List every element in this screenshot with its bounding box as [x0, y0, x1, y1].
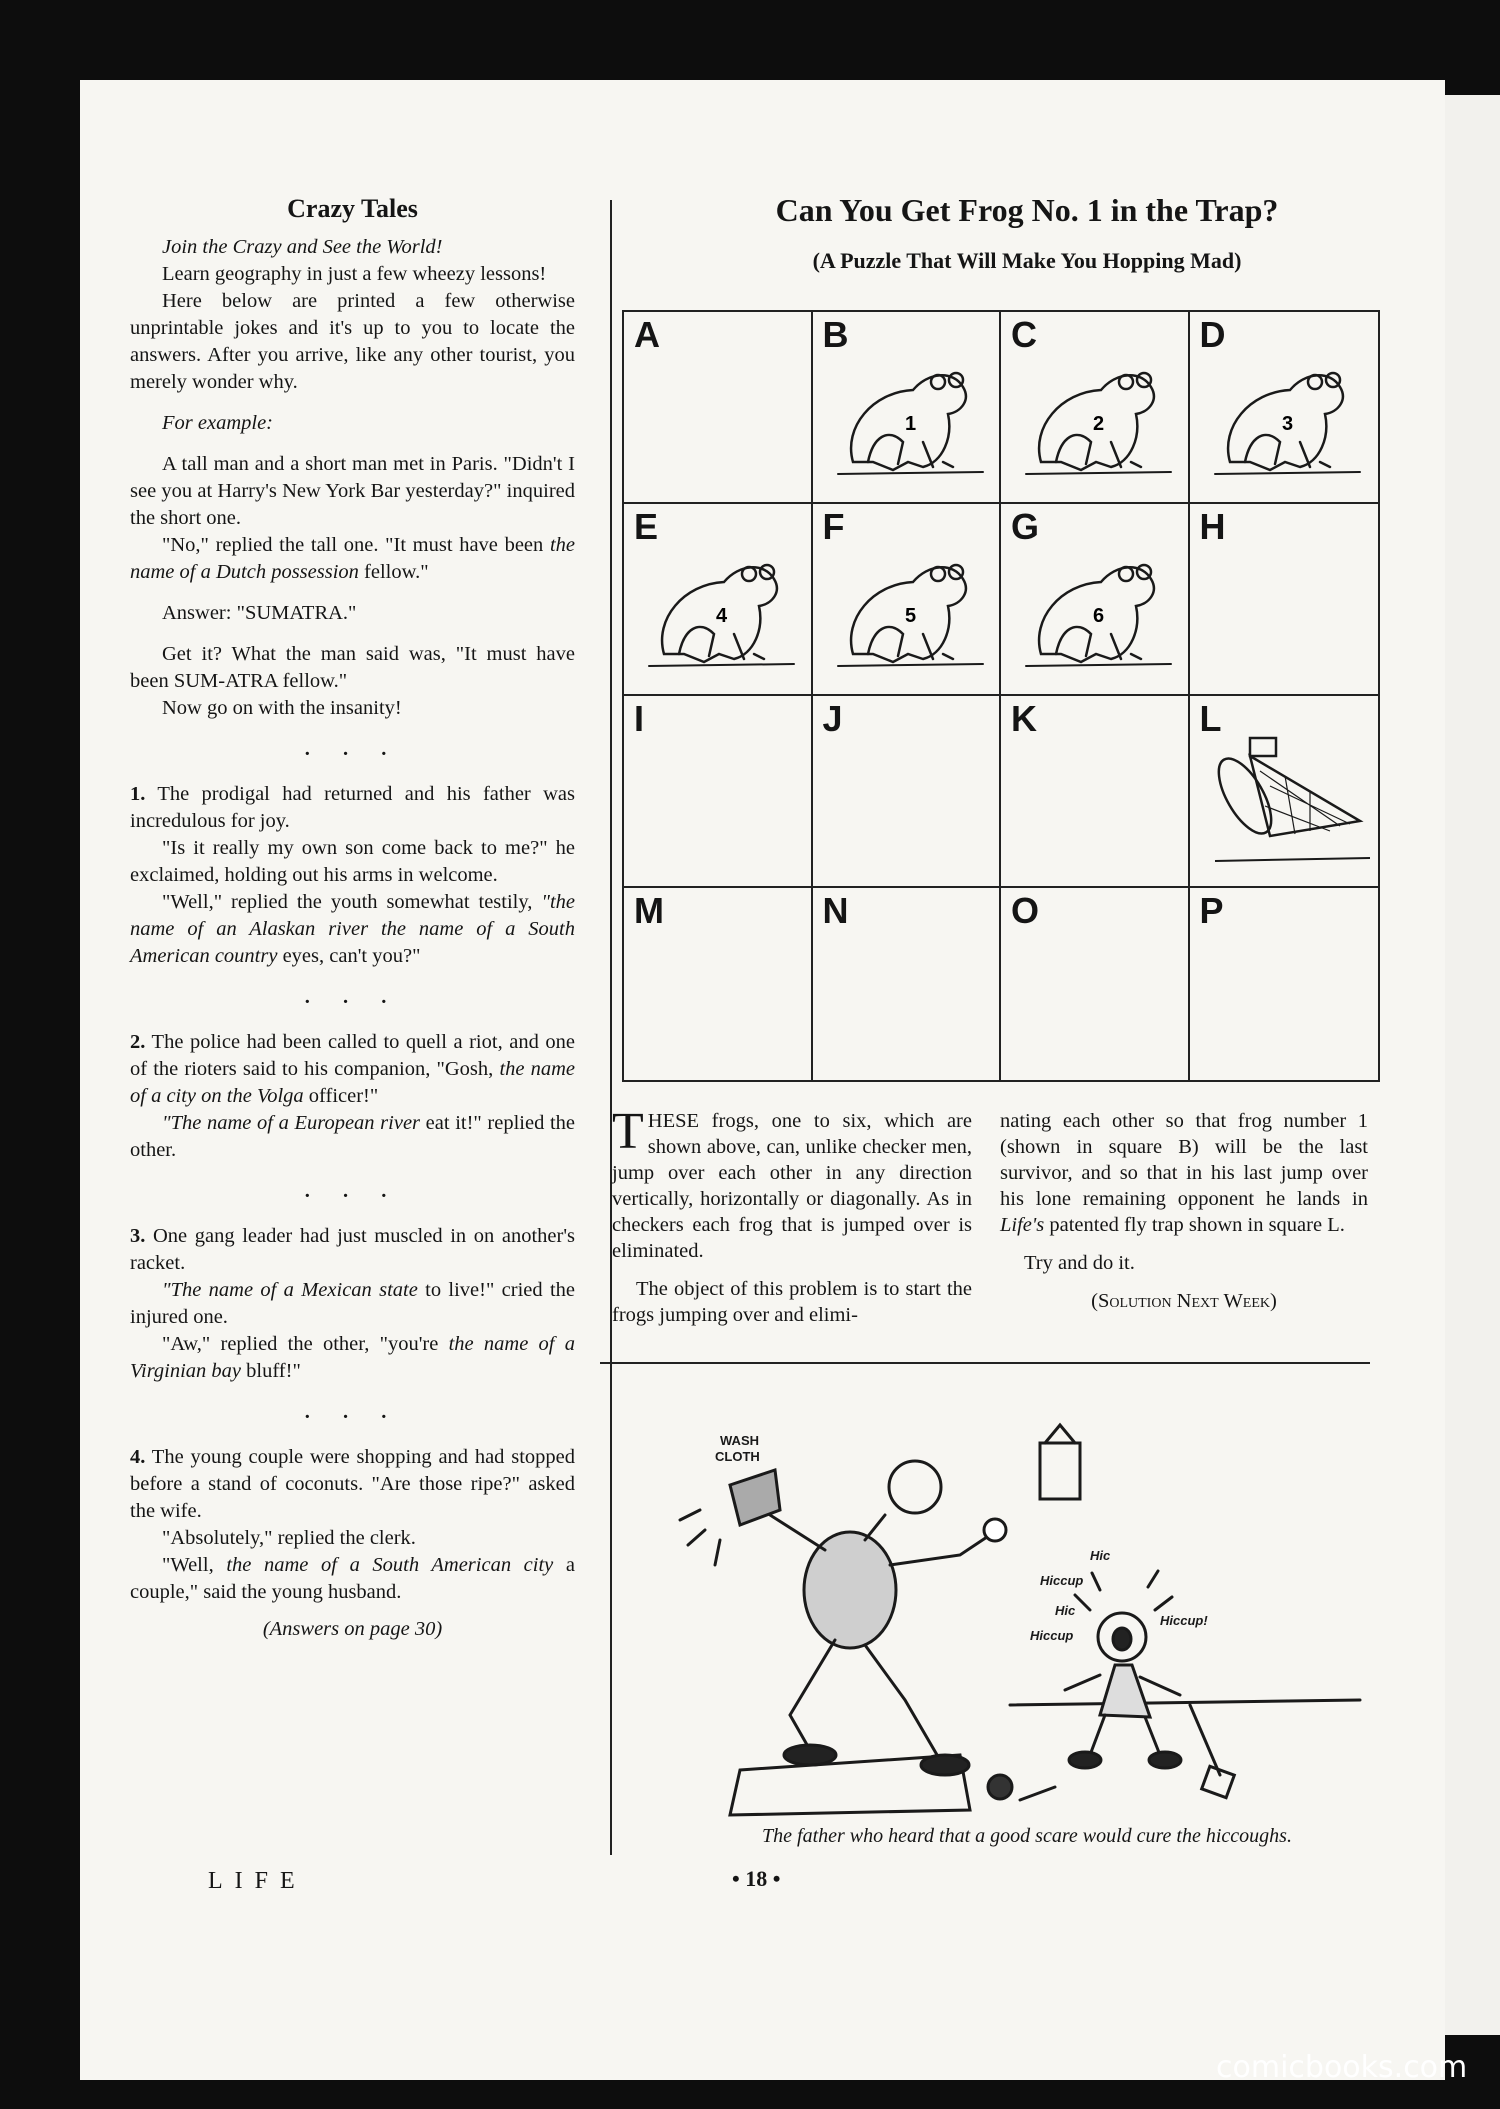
grid-square — [624, 312, 813, 504]
frog-drawing — [624, 504, 813, 696]
joke-1: 1. The prodigal had returned and his father was incredulous for joy. — [130, 783, 575, 832]
father-leg-back — [790, 1640, 835, 1750]
joke-3-line: "The name of a Mexican state to live!" cried the injured one. — [130, 1279, 575, 1328]
example-answer: Answer: "SUMATRA." — [162, 602, 357, 624]
grid-square — [1190, 888, 1379, 1080]
square-letter: H — [1199, 506, 1226, 547]
grid-square — [1190, 312, 1379, 504]
example-explanation: Get it? What the man said was, "It must have been SUM-ATRA fellow." — [130, 643, 575, 692]
magazine-name: LIFE — [208, 1868, 307, 1894]
boy-mouth — [1113, 1628, 1131, 1650]
square-letter: N — [822, 890, 849, 931]
page-number: • 18 • — [732, 1866, 781, 1891]
ball — [988, 1775, 1012, 1799]
puzzle-grid — [622, 310, 1380, 1082]
solution-note: (Solution Next Week) — [1091, 1290, 1277, 1312]
square-letter: I — [634, 698, 645, 739]
frog-drawing — [1001, 312, 1190, 504]
hiccup-word: Hiccup — [1030, 1628, 1074, 1643]
grid-square — [813, 312, 1002, 504]
joke-1-line: "Is it really my own son come back to me?" he exclaimed, holding out his arms in welcome. — [130, 837, 575, 886]
watermark: comicbooks.com — [1216, 2050, 1468, 2085]
father-leg-front — [865, 1645, 940, 1760]
string — [1190, 1705, 1220, 1775]
frog-number: 3 — [1281, 413, 1293, 435]
for-example: For example: — [162, 412, 273, 434]
grid-square — [1190, 696, 1379, 888]
square-letter: M — [634, 890, 664, 931]
father-torso — [804, 1532, 896, 1648]
grid-square — [1190, 504, 1379, 696]
label-cloth: CLOTH — [715, 1449, 760, 1464]
puzzle-text-col-1 — [612, 1103, 972, 1328]
puzzle-goal: nating each other so that frog number 1 (shown in square B) will be the last survivor, and so that in his last jump over his lone remaining opponent he lands in Life's patented fly trap shown in square L. — [1000, 1110, 1368, 1236]
joke-4-line: "Well, the name of a South American city a couple," said the young husband. — [130, 1554, 576, 1603]
square-letter: E — [634, 506, 659, 547]
example-reply: "No," replied the tall one. "It must have been the name of a Dutch possession fellow." — [130, 534, 575, 583]
square-letter: A — [634, 314, 660, 355]
grid-square — [1001, 888, 1190, 1080]
frog-number: 2 — [1093, 413, 1105, 435]
puzzle-title: Can You Get Frog No. 1 in the Trap? — [775, 192, 1279, 228]
wall-picture — [1040, 1443, 1080, 1499]
fly-trap-net-icon — [1190, 696, 1379, 888]
frog-number: 1 — [904, 413, 916, 435]
father-head — [889, 1461, 941, 1513]
frog-number: 6 — [1093, 605, 1105, 627]
square-letter: F — [822, 506, 845, 547]
grid-square — [624, 504, 813, 696]
picture-hook — [1045, 1425, 1075, 1443]
square-letter: G — [1011, 506, 1040, 547]
boy-body — [1100, 1665, 1150, 1717]
separator-dots: . . . — [304, 1180, 401, 1202]
puzzle-object: The object of this problem is to start the frogs jumping over and elimi- — [612, 1278, 972, 1326]
puzzle-subtitle: (A Puzzle That Will Make You Hopping Mad) — [812, 248, 1242, 273]
try-it: Try and do it. — [1024, 1252, 1135, 1274]
label-wash: WASH — [720, 1433, 759, 1448]
separator-dots: . . . — [304, 1401, 401, 1423]
grid-square — [813, 504, 1002, 696]
joke-2: 2. The police had been called to quell a riot, and one of the rioters said to his companion, "Gosh, the name of a city on the Volga officer!" — [130, 1031, 576, 1107]
joke-3: 3. One gang leader had just muscled in on another's racket. — [130, 1225, 575, 1274]
joke-3-line: "Aw," replied the other, "you're the name of a Virginian bay bluff!" — [130, 1333, 575, 1382]
square-letter: D — [1199, 314, 1226, 355]
grid-square — [1001, 504, 1190, 696]
grid-square — [624, 888, 813, 1080]
frog-drawing — [1001, 504, 1190, 696]
crazy-tales-column — [130, 195, 575, 1643]
grid-square — [624, 696, 813, 888]
grid-square — [1001, 312, 1190, 504]
square-letter: O — [1011, 890, 1040, 931]
hiccup-cartoon — [660, 1415, 1370, 1820]
hiccup-shout: Hiccup! — [1160, 1613, 1208, 1628]
answers-note: (Answers on page 30) — [262, 1618, 443, 1640]
puzzle-text-col-2 — [1000, 1108, 1368, 1314]
intro-paragraph: Here below are printed a few otherwise unprintable jokes and it's up to you to locate the answers. After you arrive, like any other tourist, you merely wonder why. — [130, 290, 575, 393]
square-letter: C — [1011, 314, 1037, 355]
intro-line: Learn geography in just a few wheezy lessons! — [162, 263, 547, 285]
frog-number: 5 — [904, 605, 916, 627]
section-rule — [600, 1362, 1370, 1364]
frog-drawing — [1190, 312, 1379, 504]
frog-number: 4 — [716, 605, 728, 627]
father-arm-fist — [890, 1535, 990, 1565]
joke-2-line: "The name of a European river eat it!" replied the other. — [130, 1112, 575, 1161]
joke-4: 4. The young couple were shopping and had stopped before a stand of coconuts. "Are those ripe?" asked the wife. — [130, 1446, 575, 1522]
frog-drawing — [813, 504, 1002, 696]
floor-line — [1010, 1700, 1360, 1705]
intro-tagline: Join the Crazy and See the World! — [162, 236, 443, 258]
puzzle-rules: THESE frogs, one to six, which are shown above, can, unlike checker men, jump over each other in any direction vertically, horizontally or diagonally. As in checkers each frog that is jumped over is eliminated. — [612, 1103, 972, 1262]
square-letter: P — [1199, 890, 1224, 931]
square-letter: J — [822, 698, 843, 739]
square-letter: K — [1011, 698, 1037, 739]
grid-square — [813, 696, 1002, 888]
intro-closing: Now go on with the insanity! — [162, 697, 402, 719]
hiccup-word: Hiccup — [1040, 1573, 1084, 1588]
grid-square — [813, 888, 1002, 1080]
hic-word: Hic — [1090, 1548, 1111, 1563]
hic-word: Hic — [1055, 1603, 1076, 1618]
drop-cap: T — [612, 1103, 644, 1160]
separator-dots: . . . — [304, 738, 401, 760]
joke-1-line: "Well," replied the youth somewhat testily, "the name of an Alaskan river the name of a South American country eyes, can't you?" — [130, 891, 575, 967]
column-divider — [610, 200, 612, 1855]
frog-drawing — [813, 312, 1002, 504]
grid-square — [1001, 696, 1190, 888]
next-page-edge — [1445, 95, 1500, 2035]
square-letter: B — [822, 314, 849, 355]
square-letter: L — [1199, 698, 1222, 739]
joke-4-line: "Absolutely," replied the clerk. — [162, 1527, 416, 1549]
example-setup: A tall man and a short man met in Paris. "Didn't I see you at Harry's New York Bar yesterday?" inquired the short one. — [130, 453, 575, 529]
crazy-tales-title: Crazy Tales — [287, 194, 418, 223]
separator-dots: . . . — [304, 986, 401, 1008]
cartoon-caption: The father who heard that a good scare would cure the hiccoughs. — [762, 1825, 1292, 1847]
